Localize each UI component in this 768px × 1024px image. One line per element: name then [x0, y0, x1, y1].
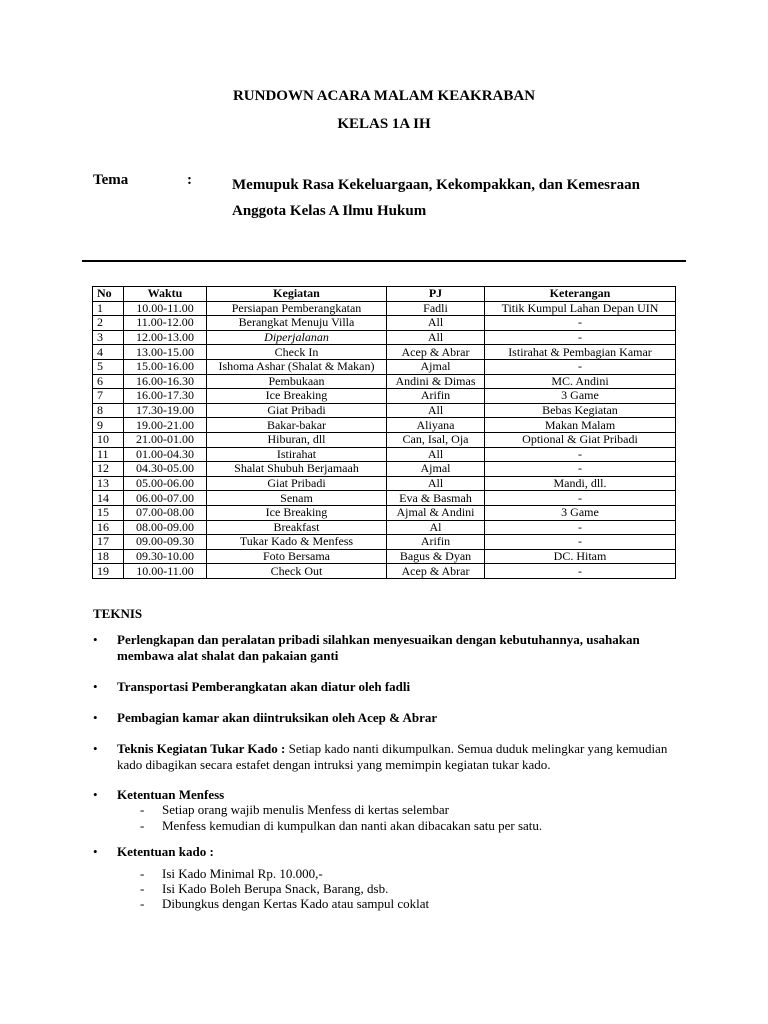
table-header-row [93, 287, 676, 302]
table-row [93, 462, 676, 477]
cell-keterangan: - [485, 359, 676, 374]
list-item-bold: Teknis Kegiatan Tukar Kado : [117, 741, 289, 756]
cell-keterangan: - [485, 535, 676, 550]
cell-kegiatan: Check In [207, 345, 387, 360]
cell-keterangan: Optional & Giat Pribadi [485, 432, 676, 447]
table-row [93, 491, 676, 506]
list-item-bold: Ketentuan kado : [117, 844, 214, 859]
table-row [93, 520, 676, 535]
cell-keterangan: - [485, 520, 676, 535]
cell-waktu: 05.00-06.00 [124, 476, 207, 491]
cell-waktu: 17.30-19.00 [124, 403, 207, 418]
cell-kegiatan: Diperjalanan [207, 330, 387, 345]
table-row [93, 345, 676, 360]
table-row [93, 418, 676, 433]
table-row [93, 330, 676, 345]
cell-kegiatan: Ice Breaking [207, 389, 387, 404]
cell-pj: Can, Isal, Oja [387, 432, 485, 447]
dash-icon: - [140, 881, 145, 896]
cell-keterangan: Titik Kumpul Lahan Depan UIN [485, 301, 676, 316]
cell-waktu: 16.00-17.30 [124, 389, 207, 404]
cell-waktu: 15.00-16.00 [124, 359, 207, 374]
cell-kegiatan: Breakfast [207, 520, 387, 535]
tema-colon: : [187, 172, 192, 188]
cell-kegiatan: Berangkat Menuju Villa [207, 316, 387, 331]
header-waktu: Waktu [124, 287, 207, 302]
table-row [93, 564, 676, 579]
cell-no: 9 [93, 418, 124, 433]
cell-waktu: 19.00-21.00 [124, 418, 207, 433]
cell-keterangan: Istirahat & Pembagian Kamar [485, 345, 676, 360]
bullet-icon: • [93, 710, 98, 725]
cell-pj: Acep & Abrar [387, 345, 485, 360]
table-row [93, 447, 676, 462]
cell-kegiatan: Hiburan, dll [207, 432, 387, 447]
cell-kegiatan: Ishoma Ashar (Shalat & Makan) [207, 359, 387, 374]
bullet-icon: • [93, 632, 98, 647]
cell-no: 16 [93, 520, 124, 535]
cell-no: 12 [93, 462, 124, 477]
dash-icon: - [140, 802, 145, 817]
tema-label: Tema [93, 172, 129, 188]
cell-no: 2 [93, 316, 124, 331]
cell-waktu: 16.00-16.30 [124, 374, 207, 389]
bullet-icon: • [93, 844, 98, 859]
list-item-bold: Pembagian kamar akan diintruksikan oleh Acep & Abrar [117, 710, 438, 725]
header-keterangan: Keterangan [485, 287, 676, 302]
cell-no: 4 [93, 345, 124, 360]
cell-pj: Bagus & Dyan [387, 549, 485, 564]
cell-waktu: 21.00-01.00 [124, 432, 207, 447]
cell-pj: Arifin [387, 389, 485, 404]
cell-kegiatan: Shalat Shubuh Berjamaah [207, 462, 387, 477]
cell-pj: All [387, 316, 485, 331]
list-item-bold: Transportasi Pemberangkatan akan diatur oleh fadli [117, 679, 411, 694]
cell-pj: Acep & Abrar [387, 564, 485, 579]
list-item-text: Setiap kado nanti dikumpulkan. Semua duduk melingkar yang kemudian kado dibagikan secara estafet dengan intruksi yang memimpin kegiatan tukar kado. [117, 741, 668, 772]
cell-no: 11 [93, 447, 124, 462]
cell-kegiatan: Foto Bersama [207, 549, 387, 564]
page-title: RUNDOWN ACARA MALAM KEAKRABAN [232, 88, 536, 104]
header-pj: PJ [387, 287, 485, 302]
cell-kegiatan: Pembukaan [207, 374, 387, 389]
table-row [93, 316, 676, 331]
cell-kegiatan: Bakar-bakar [207, 418, 387, 433]
cell-pj: All [387, 403, 485, 418]
cell-keterangan: - [485, 330, 676, 345]
cell-no: 19 [93, 564, 124, 579]
bullet-icon: • [93, 679, 98, 694]
rundown-table [92, 286, 676, 579]
cell-no: 18 [93, 549, 124, 564]
header-no: No [93, 287, 124, 302]
cell-pj: All [387, 476, 485, 491]
cell-keterangan: Mandi, dll. [485, 476, 676, 491]
cell-pj: Al [387, 520, 485, 535]
table-row [93, 505, 676, 520]
cell-keterangan: - [485, 447, 676, 462]
list-item-bold: Perlengkapan dan peralatan pribadi silahkan menyesuaikan dengan kebutuhannya, usahakan membawa alat shalat dan pakaian ganti [117, 632, 640, 663]
tema-value: Memupuk Rasa Kekeluargaan, Kekompakkan, dan Kemesraan Anggota Kelas A Ilmu Hukum [232, 177, 640, 219]
cell-no: 13 [93, 476, 124, 491]
list-item-bold: Ketentuan Menfess [117, 787, 225, 802]
cell-pj: All [387, 330, 485, 345]
cell-waktu: 04.30-05.00 [124, 462, 207, 477]
cell-waktu: 06.00-07.00 [124, 491, 207, 506]
cell-kegiatan: Giat Pribadi [207, 403, 387, 418]
table-row [93, 476, 676, 491]
cell-keterangan: - [485, 564, 676, 579]
cell-no: 1 [93, 301, 124, 316]
cell-kegiatan: Tukar Kado & Menfess [207, 535, 387, 550]
table-row [93, 374, 676, 389]
cell-no: 17 [93, 535, 124, 550]
cell-no: 3 [93, 330, 124, 345]
cell-pj: Arifin [387, 535, 485, 550]
table-row [93, 432, 676, 447]
cell-no: 14 [93, 491, 124, 506]
cell-keterangan: - [485, 316, 676, 331]
cell-waktu: 01.00-04.30 [124, 447, 207, 462]
table-row [93, 359, 676, 374]
bullet-icon: • [93, 741, 98, 756]
cell-waktu: 08.00-09.00 [124, 520, 207, 535]
cell-kegiatan: Giat Pribadi [207, 476, 387, 491]
horizontal-divider [82, 260, 686, 262]
cell-no: 15 [93, 505, 124, 520]
table-row [93, 403, 676, 418]
cell-keterangan: - [485, 491, 676, 506]
cell-pj: Ajmal [387, 359, 485, 374]
cell-waktu: 09.00-09.30 [124, 535, 207, 550]
dash-icon: - [140, 896, 145, 911]
header-kegiatan: Kegiatan [207, 287, 387, 302]
dash-icon: - [140, 818, 145, 833]
bullet-icon: • [93, 787, 98, 802]
table-row [93, 535, 676, 550]
cell-waktu: 09.30-10.00 [124, 549, 207, 564]
cell-pj: All [387, 447, 485, 462]
table-row [93, 549, 676, 564]
cell-pj: Andini & Dimas [387, 374, 485, 389]
cell-keterangan: Bebas Kegiatan [485, 403, 676, 418]
dash-icon: - [140, 866, 145, 881]
cell-waktu: 13.00-15.00 [124, 345, 207, 360]
cell-pj: Fadli [387, 301, 485, 316]
cell-keterangan: DC. Hitam [485, 549, 676, 564]
cell-pj: Ajmal & Andini [387, 505, 485, 520]
cell-kegiatan: Persiapan Pemberangkatan [207, 301, 387, 316]
cell-no: 5 [93, 359, 124, 374]
table-row [93, 301, 676, 316]
cell-keterangan: 3 Game [485, 505, 676, 520]
cell-pj: Eva & Basmah [387, 491, 485, 506]
cell-keterangan: Makan Malam [485, 418, 676, 433]
cell-no: 8 [93, 403, 124, 418]
cell-pj: Aliyana [387, 418, 485, 433]
cell-no: 7 [93, 389, 124, 404]
cell-waktu: 07.00-08.00 [124, 505, 207, 520]
teknis-heading: TEKNIS [93, 606, 143, 621]
cell-keterangan: MC. Andini [485, 374, 676, 389]
cell-waktu: 10.00-11.00 [124, 564, 207, 579]
cell-pj: Ajmal [387, 462, 485, 477]
cell-keterangan: - [485, 462, 676, 477]
cell-waktu: 11.00-12.00 [124, 316, 207, 331]
table-row [93, 389, 676, 404]
page-subtitle: KELAS 1A IH [337, 116, 431, 132]
cell-kegiatan: Senam [207, 491, 387, 506]
cell-no: 6 [93, 374, 124, 389]
cell-waktu: 10.00-11.00 [124, 301, 207, 316]
cell-kegiatan: Ice Breaking [207, 505, 387, 520]
cell-kegiatan: Check Out [207, 564, 387, 579]
cell-keterangan: 3 Game [485, 389, 676, 404]
cell-no: 10 [93, 432, 124, 447]
cell-kegiatan: Istirahat [207, 447, 387, 462]
cell-waktu: 12.00-13.00 [124, 330, 207, 345]
